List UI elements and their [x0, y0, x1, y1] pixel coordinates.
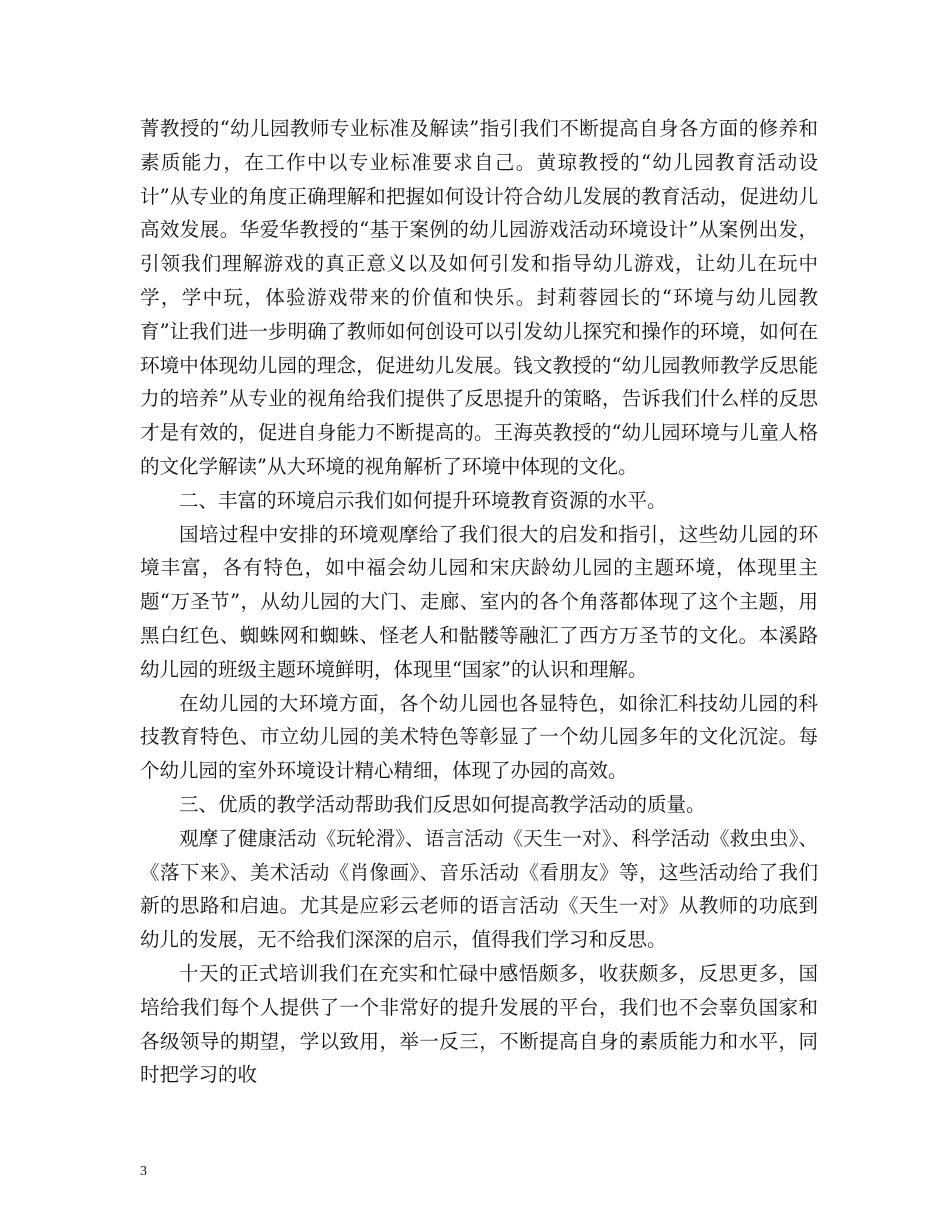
page-number: 3: [140, 1164, 147, 1179]
section-heading-environment: 二、丰富的环境启示我们如何提升环境教育资源的水平。: [179, 488, 667, 512]
section-heading-teaching-activities: 三、优质的教学活动帮助我们反思如何提高教学活动的质量。: [179, 792, 706, 816]
paragraph-activity-observation: 观摩了健康活动《玩轮滑》、语言活动《天生一对》、科学活动《救虫虫》、《落下来》、美术活动《肖像画》、音乐活动《看朋友》等，这些活动给了我们新的思路和启迪。尤其是应彩云老师的语言活动《天生一对》从教师的功底到幼儿的发展，无不给我们深深的启示，值得我们学习和反思。: [140, 826, 818, 952]
paragraph-environment-observation: 国培过程中安排的环境观摩给了我们很大的启发和指引，这些幼儿园的环境丰富，各有特色，如中福会幼儿园和宋庆龄幼儿园的主题环境，体现里主题“万圣节”，从幼儿园的大门、走廊、室内的各个角落都体现了这个主题，用黑白红色、蜘蛛网和蜘蛛、怪老人和骷髅等融汇了西方万圣节的文化。本溪路幼儿园的班级主题环境鲜明，体现里“国家”的认识和理解。: [140, 522, 818, 681]
paragraph-training-summary: 十天的正式培训我们在充实和忙碌中感悟颇多，收获颇多，反思更多，国培给我们每个人提供了一个非常好的提升发展的平台，我们也不会辜负国家和各级领导的期望，学以致用，举一反三，不断提高自身的素质能力和水平，同时把学习的收: [140, 961, 818, 1087]
paragraph-kindergarten-features: 在幼儿园的大环境方面，各个幼儿园也各显特色，如徐汇科技幼儿园的科技教育特色、市立幼儿园的美术特色等彰显了一个幼儿园多年的文化沉淀。每个幼儿园的室外环境设计精心精细，体现了办园的高效。: [140, 691, 818, 783]
paragraph-professors-lectures: 菁教授的“幼儿园教师专业标准及解读”指引我们不断提高自身各方面的修养和素质能力，在工作中以专业标准要求自己。黄琼教授的“幼儿园教育活动设计”从专业的角度正确理解和把握如何设计符合幼儿发展的教育活动，促进幼儿高效发展。华爱华教授的“基于案例的幼儿园游戏活动环境设计”从案例出发，引领我们理解游戏的真正意义以及如何引发和指导幼儿游戏，让幼儿在玩中学，学中玩，体验游戏带来的价值和快乐。封莉蓉园长的“环境与幼儿园教育”让我们进一步明确了教师如何创设可以引发幼儿探究和操作的环境，如何在环境中体现幼儿园的理念，促进幼儿发展。钱文教授的“幼儿园教师教学反思能力的培养”从专业的视角给我们提供了反思提升的策略，告诉我们什么样的反思才是有效的，促进自身能力不断提高的。王海英教授的“幼儿园环境与儿童人格的文化学解读”从大环境的视角解析了环境中体现的文化。: [140, 117, 818, 478]
document-body: [140, 112, 818, 1092]
